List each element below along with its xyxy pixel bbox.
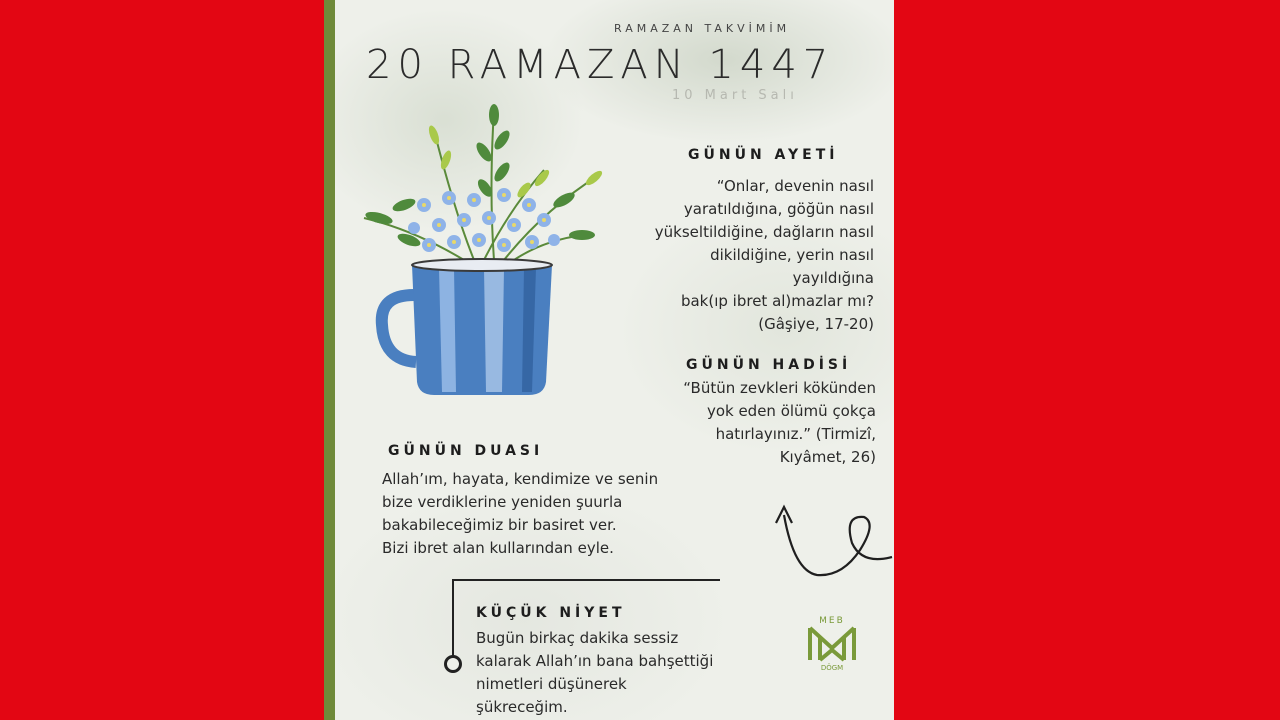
supertitle: RAMAZAN TAKVİMİM xyxy=(614,22,791,35)
ayet-heading: GÜNÜN AYETİ xyxy=(688,147,839,163)
flower-mug-illustration xyxy=(354,100,614,400)
date-subtitle: 10 Mart Salı xyxy=(672,88,798,103)
timeline-horizontal-line xyxy=(452,579,720,581)
dua-heading: GÜNÜN DUASI xyxy=(388,443,544,459)
page-title: 20 RAMAZAN 1447 xyxy=(366,42,835,88)
meb-logo-text-bottom: DÖGM xyxy=(820,664,844,672)
card-green-edge xyxy=(324,0,335,720)
meb-logo xyxy=(804,612,860,672)
meb-logo-text-top: MEB xyxy=(819,616,845,626)
timeline-vertical-line xyxy=(452,579,454,659)
hadis-text: “Bütün zevkleri kökünden yok eden ölümü çokça hatırlayınız.” (Tirmizî, Kıyâmet, 26) xyxy=(683,379,876,466)
dua-text: Allah’ım, hayata, kendimize ve senin bize verdiklerine yeniden şuurla bakabileceğimiz bir basiret ver. Bizi ibret alan kullarından eyle. xyxy=(382,470,659,557)
niyet-heading: KÜÇÜK NİYET xyxy=(476,605,626,621)
calendar-card xyxy=(324,0,894,720)
ayet-text: “Onlar, devenin nasıl yaratıldığına, göğün nasıl yükseltildiğine, dağların nasıl dikildiğine, yerin nasıl yayıldığına bak(ıp ibret al)mazlar mı? (Gâşiye, 17-20) xyxy=(654,177,874,333)
hadis-heading: GÜNÜN HADİSİ xyxy=(686,357,852,373)
curly-arrow-icon xyxy=(772,495,894,585)
timeline-dot-icon xyxy=(444,655,462,673)
niyet-text: Bugün birkaç dakika sessiz kalarak Allah’ın bana bahşettiği nimetleri düşünerek şükreceğim. xyxy=(476,629,714,716)
